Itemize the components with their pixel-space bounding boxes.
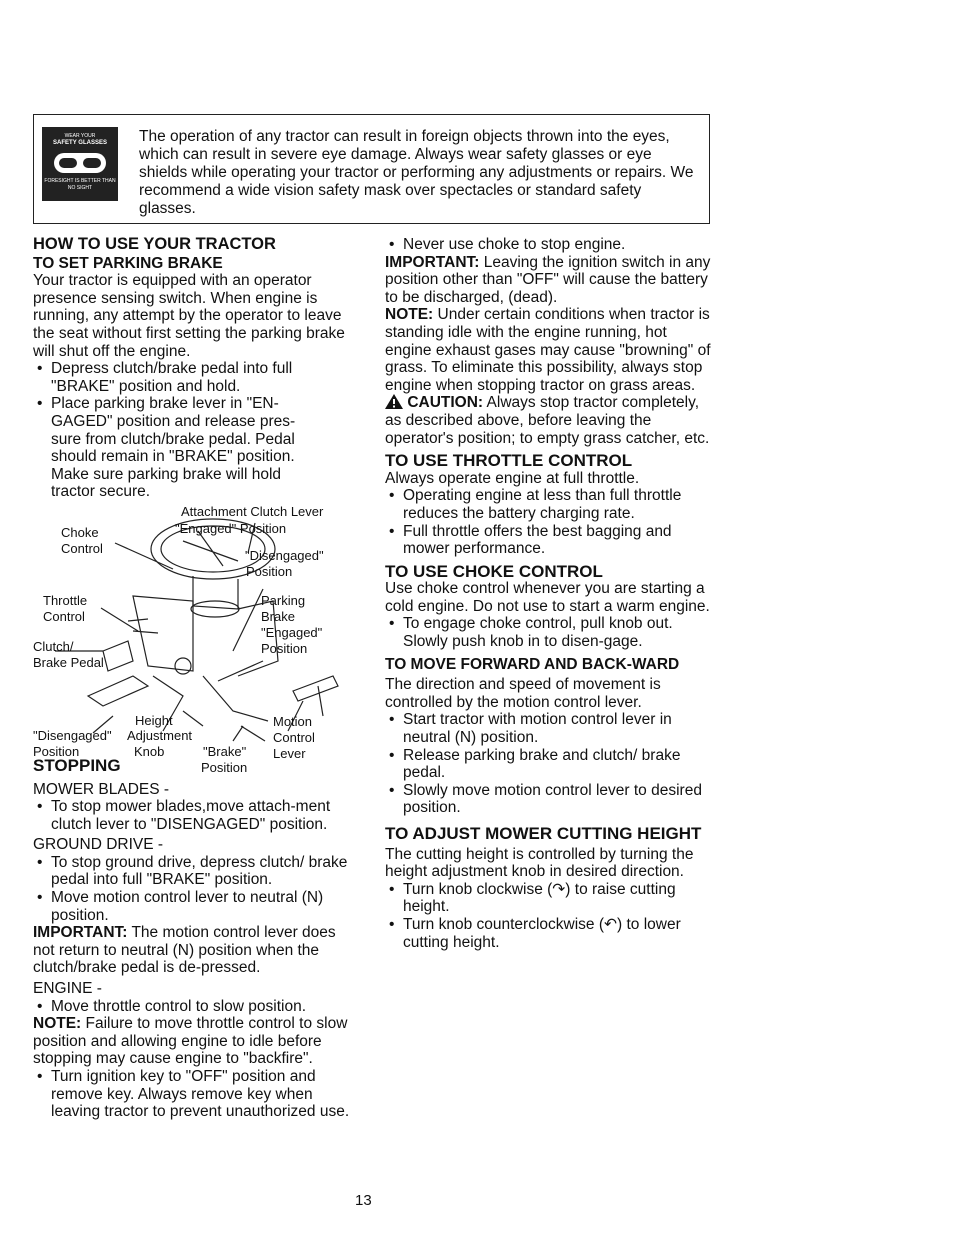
list-item: • Release parking brake and clutch/ brake pedal.: [403, 747, 715, 782]
label-position-2: Position: [33, 743, 80, 759]
choke-list: [385, 615, 715, 650]
list-item: • Start tractor with motion control lever in neutral (N) position.: [403, 711, 715, 746]
important-text: The motion control lever does not return to neutral (N) position when the clutch/brake pedal is de-pressed.: [33, 924, 336, 977]
label-attachment-clutch: Attachment Clutch Lever: [181, 503, 324, 519]
note-label: NOTE:: [33, 1015, 82, 1033]
list-item: • Place parking brake lever in "EN-GAGED" position and release pres-sure from clutch/brake pedal. Pedal should remain in "BRAKE" position. Make sure parking brake will hold tractor secure.: [51, 395, 355, 501]
label-brake-position: Position: [261, 640, 308, 656]
note-paragraph: [33, 1015, 355, 1068]
choke-text: Use choke control whenever you are starting a cold engine. Do not use to start a warm engine.: [385, 580, 710, 615]
label-lever: Lever: [273, 745, 306, 761]
goggles-icon: [52, 150, 108, 176]
list-item: • Turn ignition key to "OFF" position and remove key. Always remove key when leaving tractor to prevent unauthorized use.: [51, 1068, 355, 1121]
important-paragraph-right: [385, 254, 715, 307]
list-item: • To engage choke control, pull knob out. Slowly push knob in to disen-gage.: [403, 615, 715, 650]
label-motion: Motion: [273, 713, 313, 729]
ground-drive-label: GROUND DRIVE -: [33, 836, 164, 854]
caution-label: CAUTION:: [407, 394, 484, 412]
label-throttle: Throttle: [43, 592, 88, 608]
list-item: • Move motion control lever to neutral (N) position.: [51, 889, 355, 924]
safety-warning-text: The operation of any tractor can result in foreign objects thrown into the eyes, which can result in severe eye damage. Always wear safety glasses or eye shields while operating your tractor or performing any adjustments or repairs. We recommend a wide vision safety mask over spectacles or standard safety glasses.: [139, 128, 694, 217]
page-number: 13: [355, 1192, 372, 1209]
throttle-text: Always operate engine at full throttle.: [385, 469, 640, 487]
important-text: Leaving the ignition switch in any position other than "OFF" will cause the battery to be discharged, (dead).: [385, 253, 711, 306]
label-choke: Choke: [61, 524, 99, 540]
engine-label: ENGINE -: [33, 980, 102, 998]
label-throttle-control: Control: [43, 608, 85, 624]
list-item: • To stop ground drive, depress clutch/ brake pedal into full "BRAKE" position.: [51, 854, 355, 889]
heading-cutting-height: TO ADJUST MOWER CUTTING HEIGHT: [385, 824, 702, 843]
heading-throttle-control: TO USE THROTTLE CONTROL: [385, 451, 633, 471]
label-choke-control: Control: [61, 540, 103, 556]
list-item: • To stop mower blades,move attach-ment clutch lever to "DISENGAGED" position.: [51, 798, 355, 833]
label-motion-control: Control: [273, 729, 315, 745]
engine-list: [33, 998, 355, 1016]
list-item: • Turn knob clockwise (↷) to raise cutting height.: [403, 881, 715, 916]
parking-brake-list: [33, 360, 355, 501]
heading-parking-brake: TO SET PARKING BRAKE: [33, 254, 223, 272]
caution-paragraph: [385, 394, 715, 447]
height-list: [385, 881, 715, 951]
important-label: IMPORTANT:: [33, 924, 128, 942]
list-item: • Full throttle offers the best bagging and mower performance.: [403, 523, 715, 558]
label-brake-pedal: Brake Pedal: [33, 654, 104, 670]
icon-text-2: SAFETY GLASSES: [53, 140, 107, 146]
label-engaged-position: "Engaged" Position: [175, 520, 287, 536]
icon-text-1: WEAR YOUR: [64, 133, 96, 139]
list-item: • Move throttle control to slow position.: [51, 998, 355, 1016]
heading-stopping: STOPPING: [33, 755, 121, 775]
throttle-list: [385, 487, 715, 557]
important-label: IMPORTANT:: [385, 253, 480, 271]
label-brake-quote: "Brake": [203, 743, 247, 759]
section-heading-how-to-use: HOW TO USE YOUR TRACTOR: [33, 235, 276, 253]
caution-text: Always stop tractor completely, as described above, before leaving the operator's position; to empty grass catcher, etc.: [385, 394, 710, 447]
mower-blades-list: [33, 798, 355, 833]
label-brake: Brake: [261, 608, 295, 624]
label-parking: Parking: [261, 592, 306, 608]
label-position-3: Position: [201, 759, 248, 775]
note-paragraph-right: [385, 306, 715, 394]
label-clutch: Clutch/: [33, 638, 74, 654]
label-disengaged: "Disengaged": [245, 547, 324, 563]
move-list: [385, 711, 715, 817]
list-item: • Slowly move motion control lever to desired position.: [403, 782, 715, 817]
safety-glasses-icon: [42, 127, 118, 201]
label-disengaged-position: Position: [246, 563, 293, 579]
label-knob: Knob: [134, 743, 165, 759]
engine-list-2: [33, 1068, 355, 1121]
heading-choke-control: TO USE CHOKE CONTROL: [385, 561, 603, 581]
list-item: • Depress clutch/brake pedal into full "BRAKE" position and hold.: [51, 360, 355, 395]
note-text: Failure to move throttle control to slow position and allowing engine to idle before stopping may cause engine to "backfire".: [33, 1015, 348, 1068]
list-item: • Never use choke to stop engine.: [403, 236, 715, 254]
list-item: • Turn knob counterclockwise (↶) to lower cutting height.: [403, 916, 715, 951]
move-text: The direction and speed of movement is controlled by the motion control lever.: [385, 676, 661, 711]
tractor-controls-figure: [33, 501, 363, 775]
label-height: Height: [135, 712, 173, 728]
note-label: NOTE:: [385, 306, 434, 324]
important-paragraph: [33, 924, 355, 977]
heading-move-forward-backward: TO MOVE FORWARD AND BACK-WARD: [385, 655, 680, 673]
caution-warning-icon: [385, 394, 403, 409]
label-brake-engaged: "Engaged": [261, 624, 323, 640]
icon-text-3: FORESIGHT IS BETTER THAN NO SIGHT: [44, 178, 116, 191]
label-adjustment: Adjustment: [127, 727, 193, 743]
ground-drive-list: [33, 854, 355, 924]
right-column: [385, 236, 715, 951]
mower-blades-label: MOWER BLADES -: [33, 780, 170, 798]
left-column: [33, 236, 355, 1121]
note-text: Under certain conditions when tractor is standing idle with the engine running, hot engine exhaust gases may cause "browning" of grass. To eliminate this possibility, always stop engine when stopping tractor on grass areas.: [385, 306, 711, 394]
choke-warning-list: [385, 236, 715, 254]
label-disengaged-2: "Disengaged": [33, 727, 112, 743]
parking-brake-text: Your tractor is equipped with an operator presence sensing switch. When engine is running, any attempt by the operator to leave the seat without first setting the parking brake will shut off the engine.: [33, 272, 345, 360]
list-item: • Operating engine at less than full throttle reduces the battery charging rate.: [403, 487, 715, 522]
height-text: The cutting height is controlled by turning the height adjustment knob in desired direction.: [385, 845, 694, 881]
safety-warning-box: [33, 114, 710, 224]
